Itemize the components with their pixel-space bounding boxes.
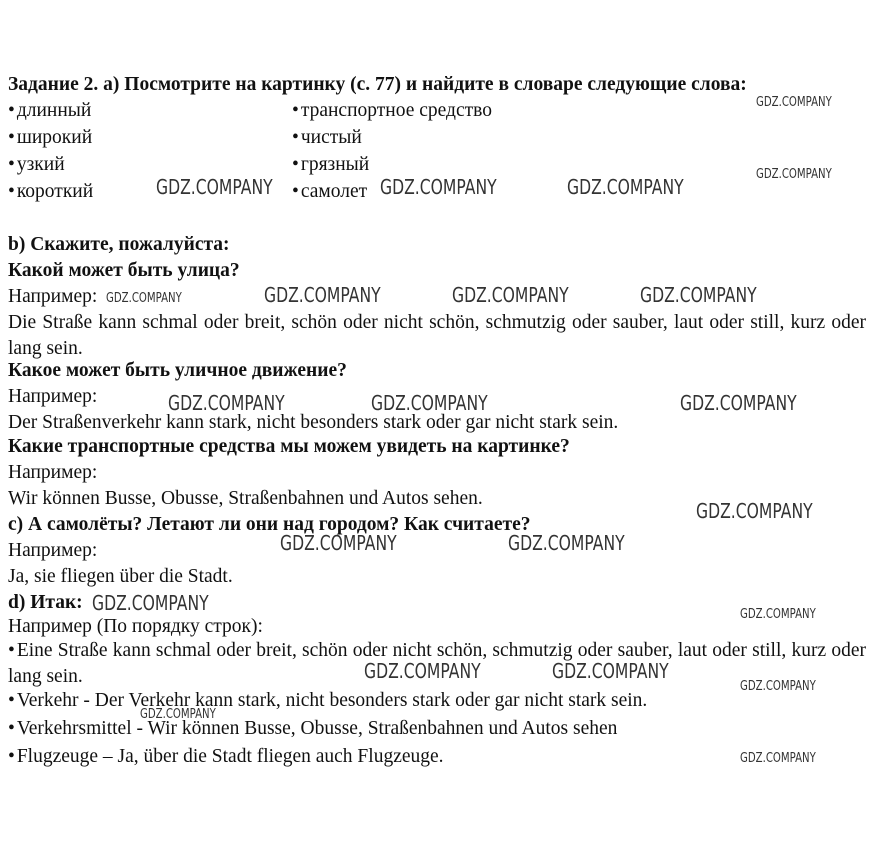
- word-list-item: • широкий: [8, 125, 92, 151]
- watermark: GDZ.COMPANY: [696, 499, 813, 523]
- example-label: Например:: [8, 286, 98, 307]
- watermark: GDZ.COMPANY: [508, 531, 625, 555]
- summary-item: • Verkehrsmittel - Wir können Busse, Obusse, Straßenbahnen und Autos sehen: [8, 716, 617, 742]
- word-list-item: • короткий: [8, 179, 93, 205]
- watermark: GDZ.COMPANY: [364, 659, 481, 683]
- watermark: GDZ.COMPANY: [452, 283, 569, 307]
- example-label: Например:: [8, 386, 98, 407]
- word-list-item: • грязный: [292, 152, 369, 178]
- watermark: GDZ.COMPANY: [168, 391, 285, 415]
- word-list-item: • транспортное средство: [292, 98, 492, 124]
- watermark: GDZ.COMPANY: [280, 531, 397, 555]
- watermark: GDZ.COMPANY: [640, 283, 757, 307]
- watermark: GDZ.COMPANY: [567, 175, 684, 199]
- answer-3: Wir können Busse, Obusse, Straßenbahnen und Autos sehen.: [8, 488, 483, 509]
- watermark: GDZ.COMPANY: [756, 167, 832, 182]
- task-a-heading: Задание 2. а) Посмотрите на картинку (с. 77) и найдите в словаре следующие слова:: [8, 74, 747, 95]
- watermark: GDZ.COMPANY: [264, 283, 381, 307]
- watermark: GDZ.COMPANY: [106, 291, 182, 306]
- task-c-heading: c) А самолёты? Летают ли они над городом? Как считаете?: [8, 514, 531, 535]
- watermark: GDZ.COMPANY: [380, 175, 497, 199]
- example-label: Например:: [8, 462, 98, 483]
- watermark: GDZ.COMPANY: [371, 391, 488, 415]
- example-label: Например (По порядку строк):: [8, 616, 263, 637]
- word-list-item: • длинный: [8, 98, 91, 124]
- watermark: GDZ.COMPANY: [740, 607, 816, 622]
- task-b-heading: b) Скажите, пожалуйста:: [8, 234, 230, 255]
- watermark: GDZ.COMPANY: [552, 659, 669, 683]
- watermark: GDZ.COMPANY: [740, 751, 816, 766]
- answer-2: Der Straßenverkehr kann stark, nicht besonders stark oder gar nicht stark sein.: [8, 412, 619, 433]
- watermark: GDZ.COMPANY: [680, 391, 797, 415]
- task-d-heading: d) Итак:: [8, 592, 83, 613]
- question-3: Какие транспортные средства мы можем увидеть на картинке?: [8, 436, 570, 457]
- word-list-item: • узкий: [8, 152, 65, 178]
- question-2: Какое может быть уличное движение?: [8, 360, 347, 381]
- word-list-item: • чистый: [292, 125, 362, 151]
- answer-1: Die Straße kann schmal oder breit, schön oder nicht schön, schmutzig oder sauber, laut oder still, kurz oder lang sein.: [8, 312, 866, 359]
- summary-item: • Verkehr - Der Verkehr kann stark, nicht besonders stark oder gar nicht stark sein.: [8, 688, 647, 714]
- watermark: GDZ.COMPANY: [140, 707, 216, 722]
- task-c-answer: Ja, sie fliegen über die Stadt.: [8, 566, 233, 587]
- watermark: GDZ.COMPANY: [92, 591, 209, 615]
- summary-item: • Flugzeuge – Ja, über die Stadt fliegen auch Flugzeuge.: [8, 744, 444, 770]
- watermark: GDZ.COMPANY: [740, 679, 816, 694]
- watermark: GDZ.COMPANY: [156, 175, 273, 199]
- summary-item: • Eine Straße kann schmal oder breit, schön oder nicht schön, schmutzig oder sauber, laut oder still, kurz oder lang sein.: [8, 638, 866, 690]
- watermark: GDZ.COMPANY: [756, 95, 832, 110]
- example-label: Например:: [8, 540, 98, 561]
- word-list-item: • самолет: [292, 179, 367, 205]
- question-1: Какой может быть улица?: [8, 260, 240, 281]
